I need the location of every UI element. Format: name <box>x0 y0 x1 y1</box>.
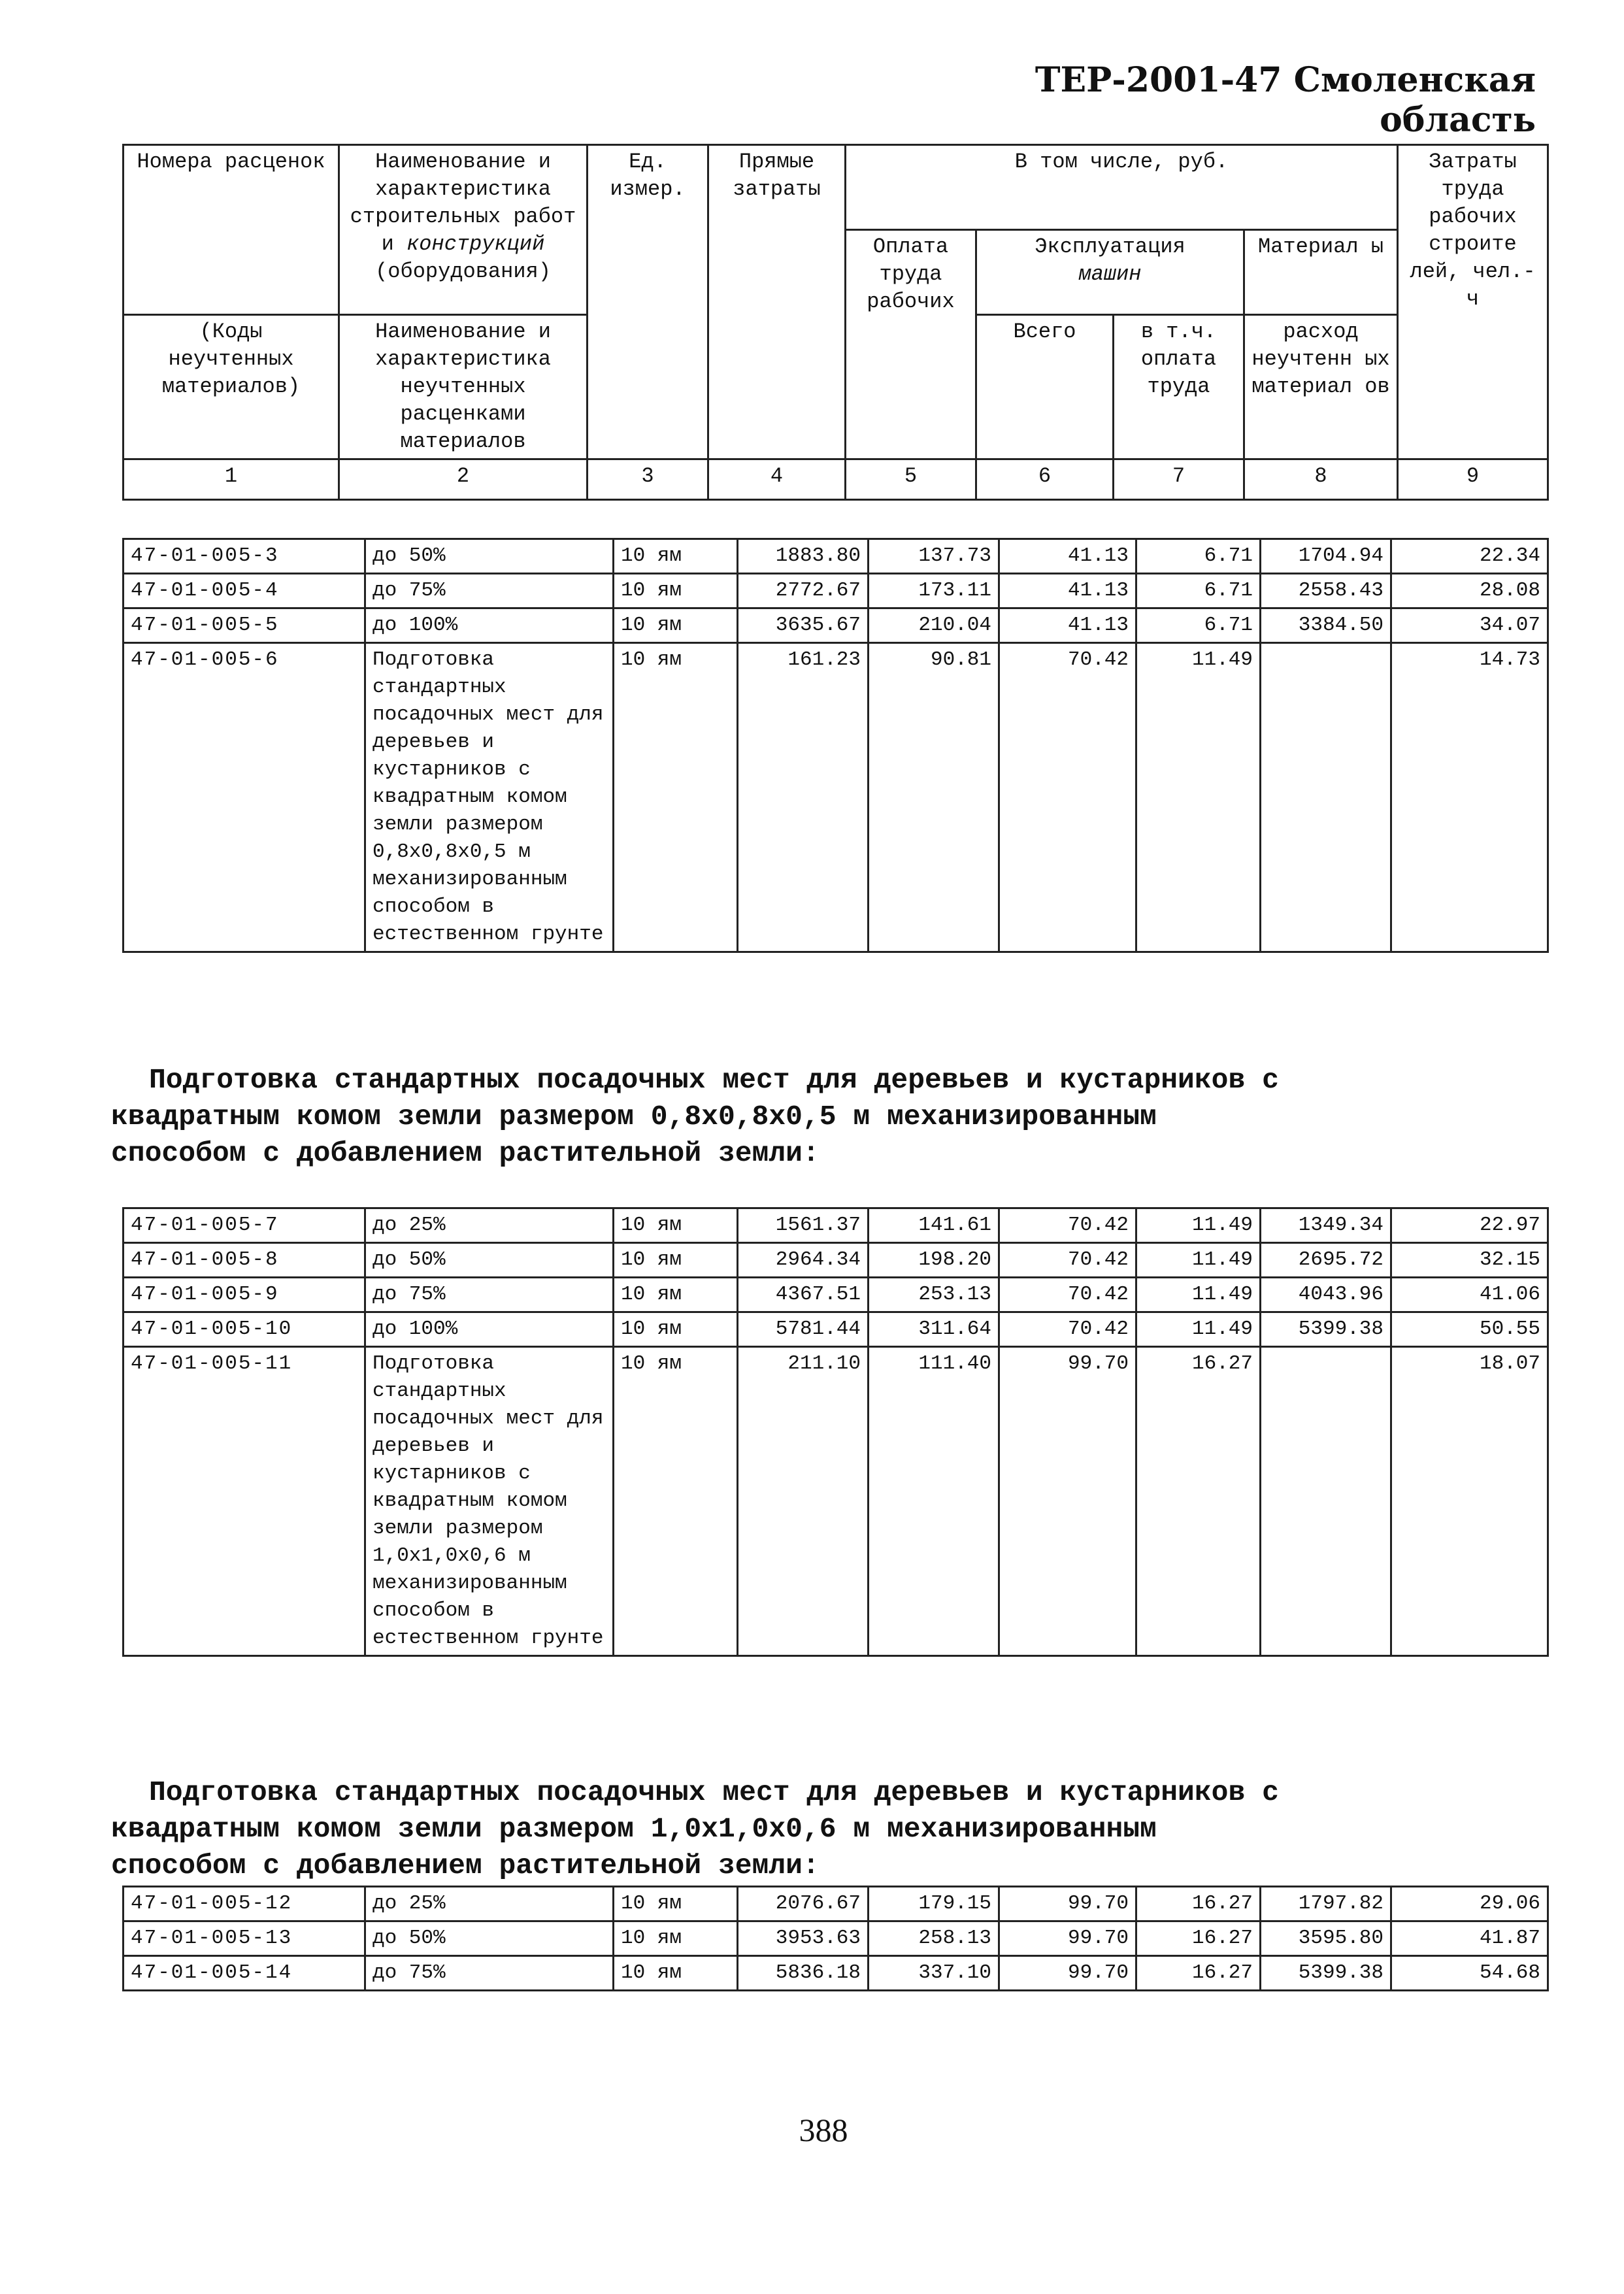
cell-materials: 2558.43 <box>1261 574 1391 608</box>
header-machines-total: Всего <box>976 315 1114 459</box>
cell-work-name: до 75% <box>365 1956 614 1991</box>
header-col-number: 5 <box>846 459 976 500</box>
cell-labor-hours: 14.73 <box>1391 643 1548 952</box>
cell-direct-costs: 2772.67 <box>738 574 869 608</box>
page-title: ТЕР-2001-47 Смоленская область <box>1035 60 1536 140</box>
cell-unit: 10 ям <box>614 1312 738 1347</box>
cell-machines-labor: 11.49 <box>1136 1278 1261 1312</box>
header-materials-consumption: расход неучтенн ых материал ов <box>1244 315 1398 459</box>
cell-rate-code: 47-01-005-14 <box>124 1956 365 1991</box>
cell-labor-hours: 32.15 <box>1391 1243 1548 1278</box>
header-direct-costs: Прямые затраты <box>708 145 846 459</box>
cell-work-name: до 50% <box>365 1921 614 1956</box>
cell-work-name: до 25% <box>365 1208 614 1243</box>
cell-machines-labor: 16.27 <box>1136 1887 1261 1921</box>
header-work-name-italic: конструкций <box>406 232 545 256</box>
section-title-line: квадратным комом земли размером 1,0х1,0х0,6 м механизированным <box>111 1813 1157 1845</box>
cell-work-name: до 50% <box>365 539 614 574</box>
cell-labor-pay: 198.20 <box>869 1243 999 1278</box>
cell-labor-pay: 179.15 <box>869 1887 999 1921</box>
rates-table-3 <box>122 1886 1549 1991</box>
table-row <box>124 608 1548 643</box>
cell-machines-labor: 16.27 <box>1136 1347 1261 1656</box>
cell-direct-costs: 4367.51 <box>738 1278 869 1312</box>
cell-materials: 1797.82 <box>1261 1887 1391 1921</box>
header-col-number: 8 <box>1244 459 1398 500</box>
cell-machines-total: 41.13 <box>999 539 1136 574</box>
cell-unit: 10 ям <box>614 608 738 643</box>
cell-direct-costs: 3953.63 <box>738 1921 869 1956</box>
cell-rate-code: 47-01-005-8 <box>124 1243 365 1278</box>
cell-machines-labor: 16.27 <box>1136 1921 1261 1956</box>
header-col-number: 1 <box>124 459 339 500</box>
cell-labor-hours: 18.07 <box>1391 1347 1548 1656</box>
cell-direct-costs: 211.10 <box>738 1347 869 1656</box>
cell-machines-total: 41.13 <box>999 608 1136 643</box>
cell-labor-hours: 22.97 <box>1391 1208 1548 1243</box>
cell-direct-costs: 1561.37 <box>738 1208 869 1243</box>
cell-materials: 2695.72 <box>1261 1243 1391 1278</box>
header-unit: Ед. измер. <box>588 145 708 459</box>
cell-direct-costs: 5836.18 <box>738 1956 869 1991</box>
table-row <box>124 1208 1548 1243</box>
header-including-group: В том числе, руб. <box>846 145 1398 230</box>
table-row <box>124 1243 1548 1278</box>
header-labor-hours: Затраты труда рабочих строите лей, чел.-ч <box>1398 145 1548 459</box>
cell-materials: 1704.94 <box>1261 539 1391 574</box>
table-row <box>124 574 1548 608</box>
cell-rate-code: 47-01-005-5 <box>124 608 365 643</box>
cell-unit: 10 ям <box>614 1956 738 1991</box>
cell-unit: 10 ям <box>614 1278 738 1312</box>
cell-machines-labor: 6.71 <box>1136 608 1261 643</box>
cell-work-name: до 100% <box>365 608 614 643</box>
cell-work-name: до 75% <box>365 1278 614 1312</box>
section-title-line: квадратным комом земли размером 0,8х0,8х0,5 м механизированным <box>111 1101 1157 1133</box>
cell-machines-labor: 6.71 <box>1136 539 1261 574</box>
cell-machines-total: 99.70 <box>999 1347 1136 1656</box>
section-title-2 <box>111 1774 1548 1884</box>
section-title-line: Подготовка стандартных посадочных мест для деревьев и кустарников с <box>149 1064 1279 1096</box>
cell-labor-hours: 34.07 <box>1391 608 1548 643</box>
cell-materials: 4043.96 <box>1261 1278 1391 1312</box>
table-row <box>124 1921 1548 1956</box>
cell-unit: 10 ям <box>614 1887 738 1921</box>
cell-machines-labor: 6.71 <box>1136 574 1261 608</box>
header-col-number: 3 <box>588 459 708 500</box>
header-work-name <box>339 145 588 315</box>
cell-direct-costs: 3635.67 <box>738 608 869 643</box>
cell-direct-costs: 1883.80 <box>738 539 869 574</box>
cell-machines-labor: 11.49 <box>1136 1312 1261 1347</box>
header-col-number: 6 <box>976 459 1114 500</box>
cell-labor-pay: 111.40 <box>869 1347 999 1656</box>
cell-work-name: Подготовка стандартных посадочных мест для деревьев и кустарников с квадратным комом земли размером 0,8х0,8х0,5 м механизированным способом в естественном грунте <box>365 643 614 952</box>
cell-unit: 10 ям <box>614 539 738 574</box>
cell-labor-hours: 50.55 <box>1391 1312 1548 1347</box>
header-col-number: 2 <box>339 459 588 500</box>
cell-materials: 5399.38 <box>1261 1956 1391 1991</box>
cell-machines-labor: 11.49 <box>1136 643 1261 952</box>
cell-rate-code: 47-01-005-9 <box>124 1278 365 1312</box>
cell-labor-hours: 22.34 <box>1391 539 1548 574</box>
cell-labor-hours: 54.68 <box>1391 1956 1548 1991</box>
cell-materials <box>1261 1347 1391 1656</box>
cell-materials: 1349.34 <box>1261 1208 1391 1243</box>
cell-labor-pay: 311.64 <box>869 1312 999 1347</box>
cell-labor-pay: 90.81 <box>869 643 999 952</box>
cell-machines-labor: 16.27 <box>1136 1956 1261 1991</box>
cell-rate-code: 47-01-005-7 <box>124 1208 365 1243</box>
cell-labor-hours: 41.87 <box>1391 1921 1548 1956</box>
cell-machines-total: 70.42 <box>999 1312 1136 1347</box>
header-machines-group <box>976 230 1244 315</box>
cell-rate-code: 47-01-005-3 <box>124 539 365 574</box>
header-materials: Материал ы <box>1244 230 1398 315</box>
section-title-line: Подготовка стандартных посадочных мест для деревьев и кустарников с <box>149 1776 1279 1808</box>
cell-direct-costs: 2076.67 <box>738 1887 869 1921</box>
cell-unit: 10 ям <box>614 1243 738 1278</box>
header-unaccounted-name: Наименование и характеристика неучтенных расценками материалов <box>339 315 588 459</box>
cell-direct-costs: 161.23 <box>738 643 869 952</box>
header-codes-unaccounted: (Коды неучтенных материалов) <box>124 315 339 459</box>
header-work-name-text: Наименование и характеристика строительных работ и <box>350 150 576 256</box>
cell-rate-code: 47-01-005-4 <box>124 574 365 608</box>
cell-labor-pay: 141.61 <box>869 1208 999 1243</box>
cell-unit: 10 ям <box>614 1208 738 1243</box>
cell-work-name: до 25% <box>365 1887 614 1921</box>
table-row <box>124 643 1548 952</box>
cell-machines-total: 99.70 <box>999 1887 1136 1921</box>
cell-labor-pay: 137.73 <box>869 539 999 574</box>
table-row <box>124 1887 1548 1921</box>
section-title-line: способом с добавлением растительной земли: <box>111 1137 820 1169</box>
cell-machines-total: 70.42 <box>999 1243 1136 1278</box>
cell-labor-pay: 258.13 <box>869 1921 999 1956</box>
cell-work-name: до 100% <box>365 1312 614 1347</box>
rates-table-1 <box>122 538 1549 953</box>
rates-table-2 <box>122 1207 1549 1657</box>
table-row <box>124 1278 1548 1312</box>
cell-direct-costs: 5781.44 <box>738 1312 869 1347</box>
cell-work-name: до 50% <box>365 1243 614 1278</box>
cell-labor-hours: 41.06 <box>1391 1278 1548 1312</box>
table-row <box>124 539 1548 574</box>
cell-rate-code: 47-01-005-13 <box>124 1921 365 1956</box>
cell-machines-labor: 11.49 <box>1136 1243 1261 1278</box>
cell-materials <box>1261 643 1391 952</box>
header-rate-number: Номера расценок <box>124 145 339 315</box>
header-machines-labor: в т.ч. оплата труда <box>1114 315 1244 459</box>
cell-materials: 3595.80 <box>1261 1921 1391 1956</box>
cell-rate-code: 47-01-005-6 <box>124 643 365 952</box>
cell-unit: 10 ям <box>614 1347 738 1656</box>
cell-direct-costs: 2964.34 <box>738 1243 869 1278</box>
cell-rate-code: 47-01-005-12 <box>124 1887 365 1921</box>
cell-materials: 5399.38 <box>1261 1312 1391 1347</box>
cell-labor-hours: 29.06 <box>1391 1887 1548 1921</box>
cell-machines-total: 99.70 <box>999 1956 1136 1991</box>
cell-unit: 10 ям <box>614 574 738 608</box>
table-row <box>124 1347 1548 1656</box>
table-row <box>124 1956 1548 1991</box>
cell-labor-pay: 253.13 <box>869 1278 999 1312</box>
cell-unit: 10 ям <box>614 1921 738 1956</box>
cell-machines-total: 41.13 <box>999 574 1136 608</box>
header-machines-text: Эксплуатация <box>1035 235 1185 259</box>
header-col-number: 7 <box>1114 459 1244 500</box>
section-title-line: способом с добавлением растительной земли: <box>111 1850 820 1882</box>
page-number: 388 <box>799 2112 848 2148</box>
cell-work-name: Подготовка стандартных посадочных мест для деревьев и кустарников с квадратным комом земли размером 1,0х1,0х0,6 м механизированным способом в естественном грунте <box>365 1347 614 1656</box>
header-work-name-tail: (оборудования) <box>375 259 551 284</box>
cell-machines-total: 70.42 <box>999 643 1136 952</box>
cell-machines-labor: 11.49 <box>1136 1208 1261 1243</box>
cell-labor-pay: 210.04 <box>869 608 999 643</box>
table-row <box>124 1312 1548 1347</box>
column-header-table <box>122 144 1549 501</box>
cell-labor-hours: 28.08 <box>1391 574 1548 608</box>
cell-machines-total: 70.42 <box>999 1278 1136 1312</box>
cell-unit: 10 ям <box>614 643 738 952</box>
header-machines-italic: машин <box>1078 262 1142 286</box>
cell-labor-pay: 173.11 <box>869 574 999 608</box>
cell-rate-code: 47-01-005-10 <box>124 1312 365 1347</box>
cell-work-name: до 75% <box>365 574 614 608</box>
cell-machines-total: 99.70 <box>999 1921 1136 1956</box>
cell-labor-pay: 337.10 <box>869 1956 999 1991</box>
cell-machines-total: 70.42 <box>999 1208 1136 1243</box>
cell-materials: 3384.50 <box>1261 608 1391 643</box>
section-title-1 <box>111 1062 1548 1172</box>
cell-rate-code: 47-01-005-11 <box>124 1347 365 1656</box>
header-col-number: 4 <box>708 459 846 500</box>
header-col-number: 9 <box>1398 459 1548 500</box>
header-labor-pay: Оплата труда рабочих <box>846 230 976 459</box>
